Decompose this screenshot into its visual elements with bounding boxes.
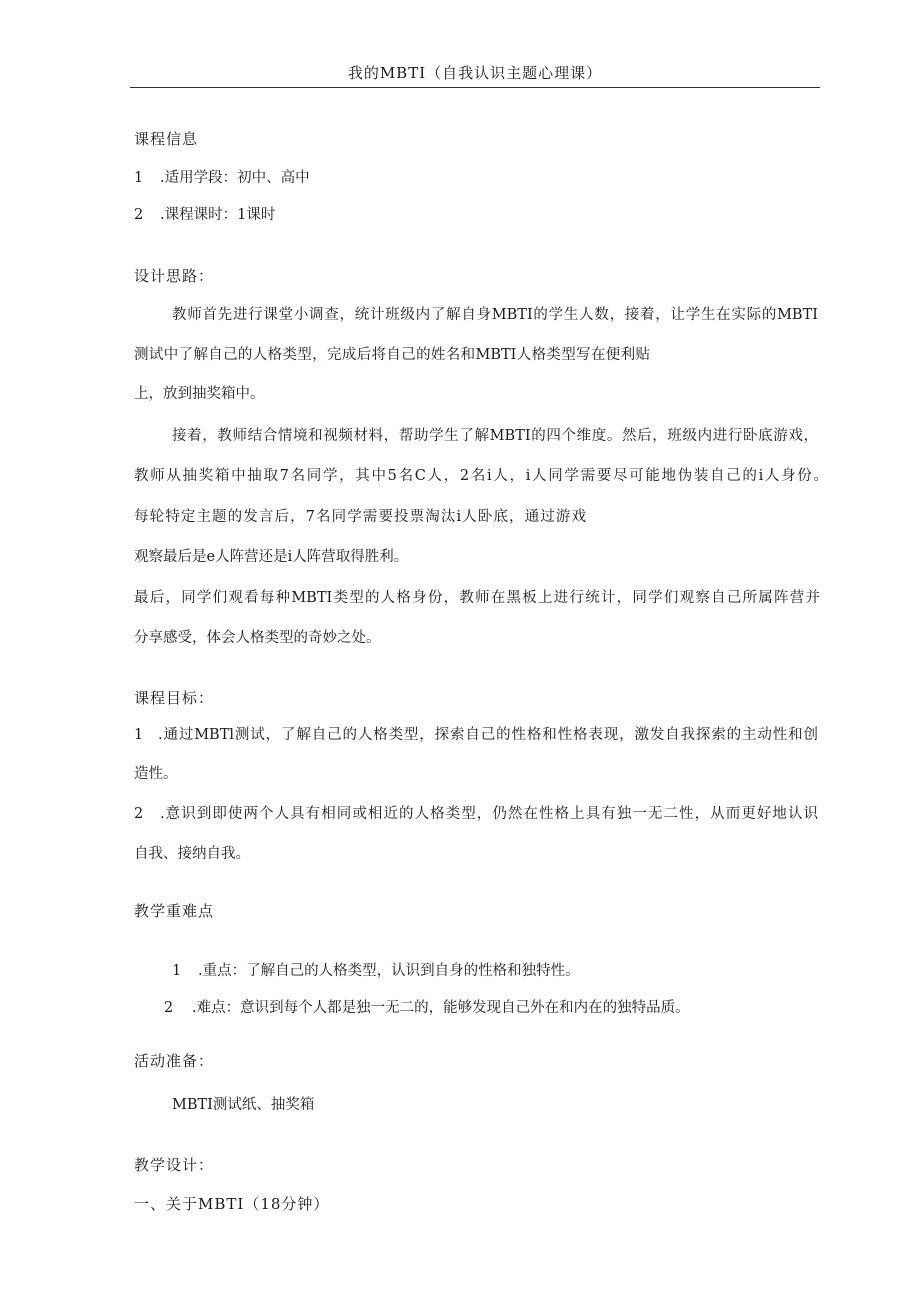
design-line-6: 每轮特定主题的发言后，7名同学需要投票淘汰i人卧底，通过游戏 bbox=[134, 509, 586, 525]
key-points-heading: 教学重难点 bbox=[134, 902, 215, 920]
goals-item-1-num: 1 bbox=[134, 727, 144, 743]
course-info-item-1-num: 1 bbox=[134, 170, 144, 186]
course-info-heading: 课程信息 bbox=[134, 130, 199, 148]
key-points-item-2 bbox=[164, 998, 690, 1018]
course-info-item-1 bbox=[134, 168, 310, 188]
course-info-item-2-text: .课程课时：1课时 bbox=[160, 207, 276, 223]
key-points-item-1 bbox=[172, 961, 580, 981]
goals-item-1-line-1: .通过MBTl测试，了解自己的人格类型，探索自己的性格和性格表现，激发自我探索的主动性和创 bbox=[158, 727, 818, 743]
key-points-item-2-text: .难点：意识到每个人都是独一无二的，能够发现自己外在和内在的独特品质。 bbox=[192, 1000, 690, 1016]
design-line-3: 上，放到抽奖箱中。 bbox=[134, 386, 265, 402]
course-info-item-2-num: 2 bbox=[134, 207, 144, 223]
design-heading: 设计思路： bbox=[134, 267, 215, 285]
header-divider bbox=[130, 87, 820, 88]
design-line-7: 观察最后是e人阵营还是i人阵营取得胜利。 bbox=[134, 549, 409, 565]
preparation-text: MBTI测试纸、抽奖箱 bbox=[172, 1097, 315, 1113]
goals-heading: 课程目标： bbox=[134, 689, 215, 707]
design-line-1: 教师首先进行课堂小调查，统计班级内了解自身MBTI的学生人数，接着，让学生在实际的MBTI bbox=[172, 307, 818, 323]
teaching-design-heading: 教学设计： bbox=[134, 1156, 215, 1174]
design-line-5: 教师从抽奖箱中抽取7名同学，其中5名C人，2名i人，i人同学需要尽可能地伪装自己的i人身份。 bbox=[134, 468, 828, 484]
page-header-title: 我的MBTI（自我认识主题心理课） bbox=[347, 64, 603, 82]
teaching-design-section-1: 一、关于MBTI（18分钟） bbox=[134, 1195, 330, 1213]
course-info-item-2 bbox=[134, 205, 275, 225]
design-line-9: 分享感受，体会人格类型的奇妙之处。 bbox=[134, 630, 381, 646]
key-points-item-1-num: 1 bbox=[172, 963, 182, 979]
design-line-4: 接着，教师结合情境和视频材料，帮助学生了解MBTI的四个维度。然后，班级内进行卧底游戏， bbox=[172, 428, 818, 444]
design-line-8: 最后，同学们观看每种MBTI类型的人格身份，教师在黑板上进行统计，同学们观察自己所属阵营并 bbox=[134, 590, 820, 606]
goals-item-2-line-2: 自我、接纳自我。 bbox=[134, 846, 250, 862]
preparation-heading: 活动准备： bbox=[134, 1052, 215, 1070]
key-points-item-1-text: .重点：了解自己的人格类型，认识到自身的性格和独特性。 bbox=[198, 963, 580, 979]
key-points-item-2-num: 2 bbox=[164, 1000, 174, 1016]
goals-item-1-line-2: 造性。 bbox=[134, 766, 178, 782]
design-line-2: 测试中了解自己的人格类型，完成后将自己的姓名和MBTI人格类型写在便利贴 bbox=[134, 347, 650, 363]
course-info-item-1-text: .适用学段：初中、高中 bbox=[160, 170, 310, 186]
goals-item-2-line-1: .意识到即使两个人具有相同或相近的人格类型，仍然在性格上具有独一无二性，从而更好地认识 bbox=[160, 806, 818, 822]
goals-item-2-num: 2 bbox=[134, 806, 144, 822]
